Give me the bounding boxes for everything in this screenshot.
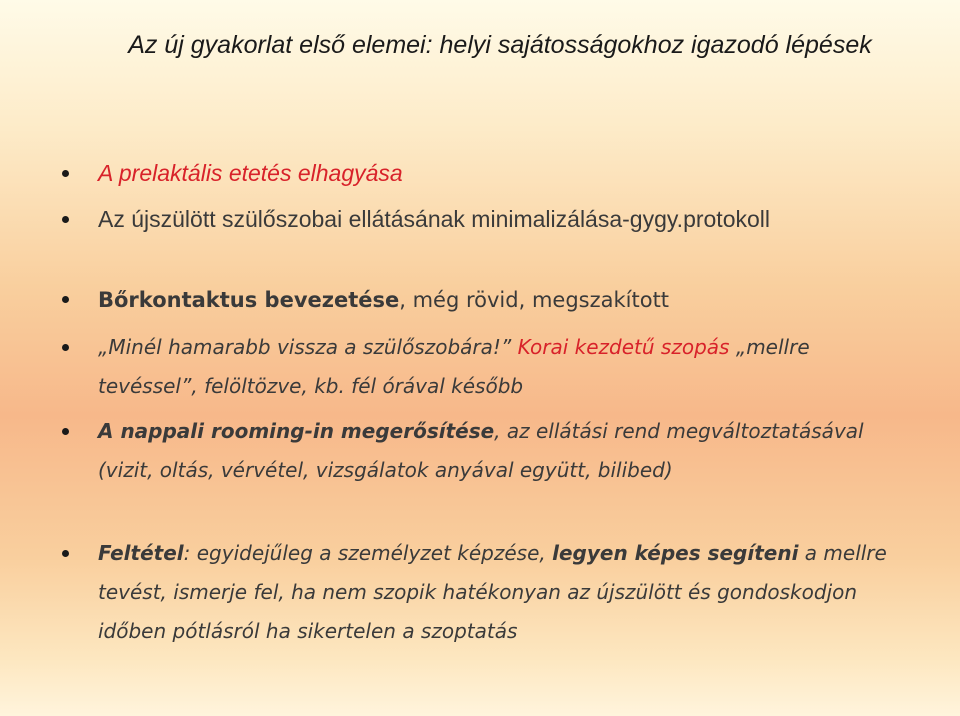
slide-title: Az új gyakorlat első elemei: helyi sajátosságokhoz igazodó lépések bbox=[128, 31, 872, 59]
bullet-item bbox=[98, 534, 918, 651]
bullet-text-bold: A nappali rooming-in megerősítése bbox=[98, 419, 495, 443]
bullet-dot-icon bbox=[62, 344, 69, 351]
bullet-text-quote: „Minél hamarabb vissza a szülőszobára!” bbox=[98, 335, 512, 359]
bullet-text: , még rövid, megszakított bbox=[399, 288, 670, 312]
bullet-dot-icon bbox=[62, 296, 69, 303]
bullet-dot-icon bbox=[62, 550, 69, 557]
bullet-dot-icon bbox=[62, 428, 69, 435]
bullet-dot-icon bbox=[62, 216, 69, 223]
bullet-text-bold: Feltétel bbox=[98, 541, 184, 565]
bullet-text: „mellre tevéssel”, felöltözve, kb. fél órával később bbox=[98, 335, 810, 398]
bullet-item bbox=[98, 200, 778, 239]
bullet-item bbox=[98, 156, 908, 190]
bullet-text-bold: legyen képes segíteni bbox=[552, 541, 799, 565]
bullet-item bbox=[98, 328, 858, 406]
bullet-text: Az újszülött szülőszobai ellátásának minimalizálása-gygy.protokoll bbox=[98, 206, 770, 232]
bullet-text: , az ellátási rend megváltoztatásával (vizit, oltás, vérvétel, vizsgálatok anyával együtt, bilibed) bbox=[98, 419, 864, 482]
bullet-item bbox=[98, 412, 908, 490]
bullet-text-highlight: A prelaktális etetés elhagyása bbox=[98, 160, 403, 186]
bullet-item bbox=[98, 280, 908, 320]
bullet-text-bold: Bőrkontaktus bevezetése bbox=[98, 288, 400, 312]
bullet-text: a mellre tevést, ismerje fel, ha nem szopik hatékonyan az újszülött és gondoskodjon időben pótlásról ha sikertelen a szoptatás bbox=[98, 541, 887, 643]
bullet-text-highlight: Korai kezdetű szopás bbox=[517, 335, 730, 359]
bullet-dot-icon bbox=[62, 170, 69, 177]
bullet-text: : egyidejűleg a személyzet képzése, bbox=[183, 541, 553, 565]
